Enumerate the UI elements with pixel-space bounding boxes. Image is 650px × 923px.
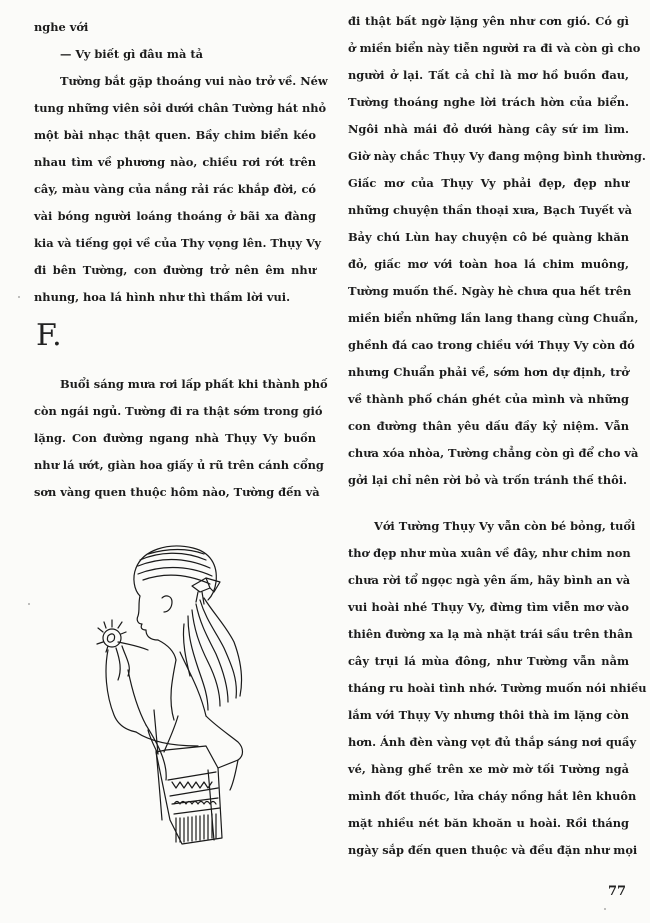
text-line: đỏ, giấc mơ với toàn hoa lá chim muông, [348,257,629,271]
text-line: về thành phố chán ghét của mình và những [348,392,629,406]
text-line: vui hoài nhé Thụy Vy, đừng tìm viễn mơ vào [348,600,629,614]
text-line: miền biển những lần lang thang cùng Chuẩn, [348,311,639,325]
text-line: hơn. Ánh đèn vàng vọt đủ thắp sáng nơi quầy [348,735,637,749]
text-line: nhưng Chuẩn phải về, sớm hơn dự định, trở [348,365,629,379]
text-line: chưa rời tổ ngọc ngà yên ấm, hãy bình an và [348,573,631,587]
right-column-paragraph-2 [348,513,647,864]
body-icon [106,650,243,840]
text-line: đi bên Tường, con đường trở nên êm như [34,263,316,277]
woven-bag-icon [148,710,222,844]
text-line: nghe với [34,20,89,34]
text-line: tháng ru hoài tình nhớ. Tường muốn nói nhiều [348,681,647,695]
page-number: 77 [608,884,627,899]
text-line: thơ đẹp như mùa xuân về đây, như chim non [348,546,631,560]
right-column-paragraph-1 [348,8,646,494]
woman-with-flower-and-bag-illustration [88,520,308,860]
text-line: chưa xóa nhòa, Tường chẳng còn gì để cho và [348,446,639,460]
text-line: lắm với Thụy Vy nhưng thôi thà im lặng còn [348,708,629,722]
text-line: Tường thoáng nghe lời trách hờn của biển. [348,95,629,109]
left-column-paragraph-1 [34,14,328,311]
text-line: Ngôi nhà mái đỏ dưới hàng cây sứ im lìm. [348,122,629,136]
text-line: mặt nhiều nét băn khoăn u hoài. Rồi tháng [348,816,629,830]
text-line: Tường bắt gặp thoáng vui nào trở về. Néw [60,74,328,88]
text-line: Với Tường Thụy Vy vẫn còn bé bỏng, tuổi [374,519,636,533]
text-line: như lá ướt, giàn hoa giấy ủ rũ trên cánh cổng [34,458,324,472]
text-line: gởi lại chỉ nên rời bỏ và trốn tránh thế thôi. [348,473,627,487]
text-line: Giấc mơ của Thụy Vy phải đẹp, đẹp như [348,176,629,190]
scan-speck [604,908,606,910]
text-line: một bài nhạc thật quen. Bầy chim biển kéo [34,128,316,142]
text-line: ở miền biển này tiễn người ra đi và còn gì cho [348,41,641,55]
hair-icon [134,546,242,710]
text-line: con đường thân yêu dấu đầy kỷ niệm. Vẫn [348,419,629,433]
text-line: còn ngái ngủ. Tường đi ra thật sớm trong gió [34,404,323,418]
scan-speck [28,603,30,605]
text-line: đi thật bất ngờ lặng yên như cơn gió. Có gì [348,14,629,28]
face-profile-icon [137,596,176,660]
text-line: Bảy chú Lùn hay chuyện cô bé quàng khăn [348,230,629,244]
text-line: tung những viên sỏi dưới chân Tường hát nhỏ [34,101,327,115]
text-line: cây trụi lá mùa đông, như Tường vẫn nằm [348,654,629,668]
text-line: Buổi sáng mưa rơi lấp phất khi thành phố [60,377,328,391]
text-line: người ở lại. Tất cả chỉ là mơ hồ buồn đau, [348,68,629,82]
text-line: lặng. Con đường ngang nhà Thụy Vy buồn [34,431,316,445]
text-line: ghềnh đá cao trong chiều với Thụy Vy còn đó [348,338,635,352]
text-line: Tường muốn thế. Ngày hè chưa qua hết trên [348,284,632,298]
text-line: những chuyện thần thoại xưa, Bạch Tuyết và [348,203,633,217]
text-line: sơn vàng quen thuộc hôm nào, Tường đến và [34,485,320,499]
section-f-paragraph [34,371,328,506]
text-line: cây, màu vàng của nắng rải rác khắp đời, có [34,182,316,196]
section-heading: F. [36,318,62,353]
text-line: thiên đường xa lạ mà nhặt trái sầu trên thân [348,627,633,641]
text-line: ngày sắp đến quen thuộc và đều đặn như mọi [348,843,638,857]
dialogue-line: — Vy biết gì đâu mà tả [60,47,203,61]
text-line: nhau tìm về phương nào, chiều rơi rớt trên [34,155,316,169]
text-line: vé, hàng ghế trên xe mờ mờ tối Tường ngả [348,762,629,776]
text-line: kia và tiếng gọi về của Thy vọng lên. Thụy Vy [34,236,322,250]
flower-icon [97,620,148,680]
text-line: Giờ này chắc Thụy Vy đang mộng bình thường. [348,149,646,163]
text-line: vài bóng người loáng thoáng ở bãi xa đàng [34,209,316,223]
scan-speck [18,296,20,298]
text-line: mình đốt thuốc, lửa cháy nồng hắt lên khuôn [348,789,637,803]
text-line: nhung, hoa lá hình như thì thầm lời vui. [34,290,291,304]
